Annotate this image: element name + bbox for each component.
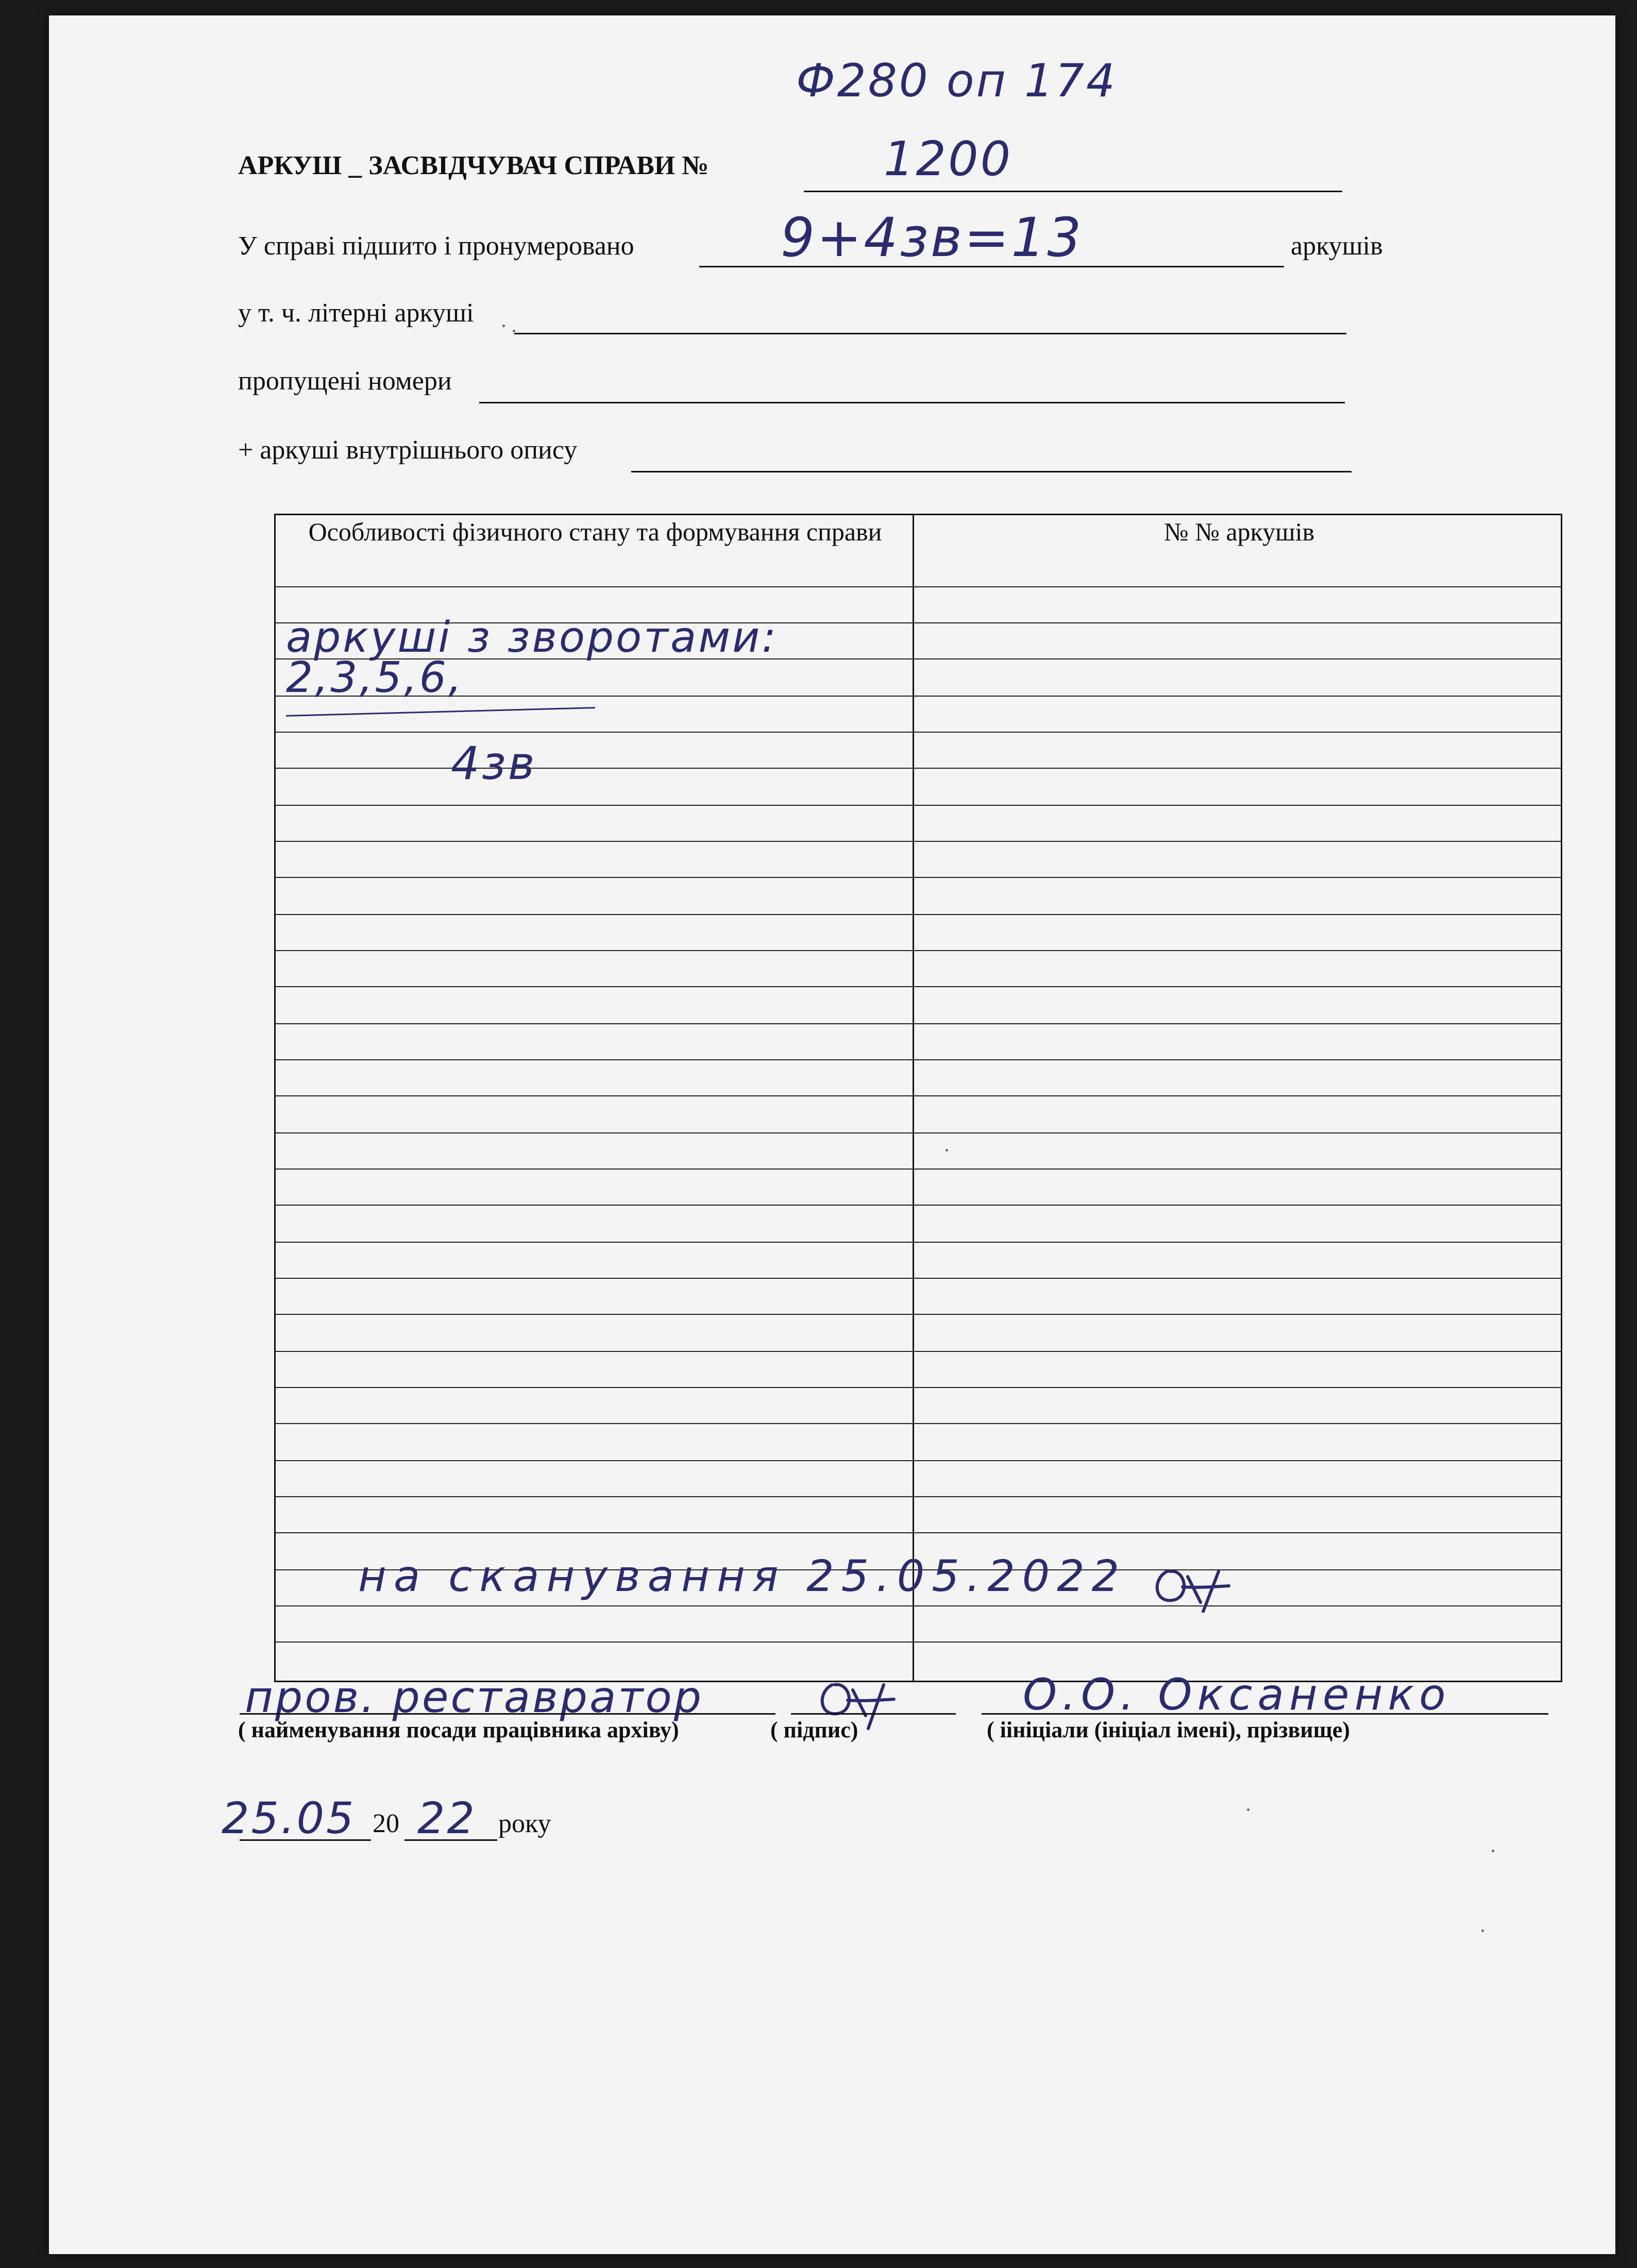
table-row-line	[276, 1059, 1561, 1060]
table-row-line	[276, 732, 1561, 733]
date-year-word: року	[498, 1809, 551, 1838]
table-row-line	[276, 1314, 1561, 1315]
signature-underline	[791, 1713, 956, 1715]
initials-mark-table	[1146, 1551, 1234, 1613]
missing-numbers-underline	[479, 402, 1345, 403]
table-row-line	[276, 1496, 1561, 1497]
note-underline	[286, 707, 595, 717]
table-row-line	[276, 986, 1561, 987]
name-underline	[982, 1713, 1548, 1715]
missing-numbers-label: пропущені номери	[238, 366, 452, 396]
note-sheets-with-versos: аркуші з зворотами:	[286, 613, 779, 662]
table-row-line	[276, 1423, 1561, 1424]
table-row-line	[276, 1132, 1561, 1133]
dust-speck	[1481, 1930, 1484, 1932]
letter-sheets-label: у т. ч. літерні аркуші	[238, 298, 474, 328]
inner-inventory-label: + аркуші внутрішнього опису	[238, 435, 578, 465]
table-row-line	[276, 1205, 1561, 1206]
position-underline	[240, 1713, 775, 1715]
table-row-line	[276, 1095, 1561, 1096]
sewn-label: У справі підшито і пронумеровано	[238, 231, 634, 261]
position-value: пров. реставратор	[245, 1672, 704, 1722]
col1-header: Особливості фізичного стану та формування справи	[308, 517, 882, 546]
date-year-suffix: 22	[417, 1793, 477, 1843]
table-row-line	[276, 1242, 1561, 1243]
table-row-line	[276, 1351, 1561, 1352]
name-value: О.О. Оксаненко	[1023, 1669, 1451, 1720]
note-verso-count: 4зв	[451, 737, 537, 790]
letter-sheets-underline	[514, 333, 1346, 334]
dust-speck	[513, 330, 515, 332]
position-caption: ( найменування посади працівника архіву)	[238, 1717, 679, 1742]
name-caption: ( іініціали (ініціал імені), прізвище)	[987, 1717, 1350, 1742]
dust-speck	[1492, 1850, 1494, 1852]
table-row-line	[276, 877, 1561, 878]
table-row-line	[276, 1023, 1561, 1024]
table-row-line	[276, 841, 1561, 842]
table-row-line	[276, 696, 1561, 697]
note-sheet-numbers: 2,3,5,6,	[286, 653, 464, 702]
table-row-line	[276, 586, 1561, 587]
case-number: 1200	[884, 131, 1013, 187]
dust-speck	[502, 325, 505, 327]
title-underline	[804, 191, 1342, 192]
sheet-title: АРКУШ _ ЗАСВІДЧУВАЧ СПРАВИ №	[238, 151, 709, 180]
sewn-suffix: аркушів	[1291, 231, 1383, 261]
table-row-line	[276, 1532, 1561, 1533]
table-row-line	[276, 1387, 1561, 1388]
signature-caption: ( підпис)	[770, 1717, 858, 1742]
scan-note: на сканування 25.05.2022	[358, 1551, 1127, 1601]
dust-speck	[1247, 1808, 1250, 1811]
dust-speck	[946, 1149, 948, 1152]
date-year-underline	[404, 1839, 497, 1841]
table-row-line	[276, 1278, 1561, 1279]
table-column-divider	[913, 515, 914, 1681]
table-row-line	[276, 1605, 1561, 1606]
inner-inventory-underline	[631, 471, 1352, 472]
sewn-count: 9+4зв=13	[781, 206, 1084, 269]
condition-table	[274, 514, 1562, 1682]
table-row-line	[276, 805, 1561, 806]
date-year-prefix: 20	[373, 1809, 399, 1838]
col2-header: № № аркушів	[1163, 517, 1315, 546]
table-row-line	[276, 1460, 1561, 1461]
table-row-line	[276, 950, 1561, 951]
date-day-month: 25.05	[222, 1793, 356, 1843]
archive-code: Ф280 оп 174	[796, 54, 1118, 107]
document-sheet	[49, 15, 1615, 2254]
table-row-line	[276, 914, 1561, 915]
date-day-underline	[240, 1839, 371, 1841]
table-row-line	[276, 1641, 1561, 1643]
table-row-line	[276, 1169, 1561, 1170]
